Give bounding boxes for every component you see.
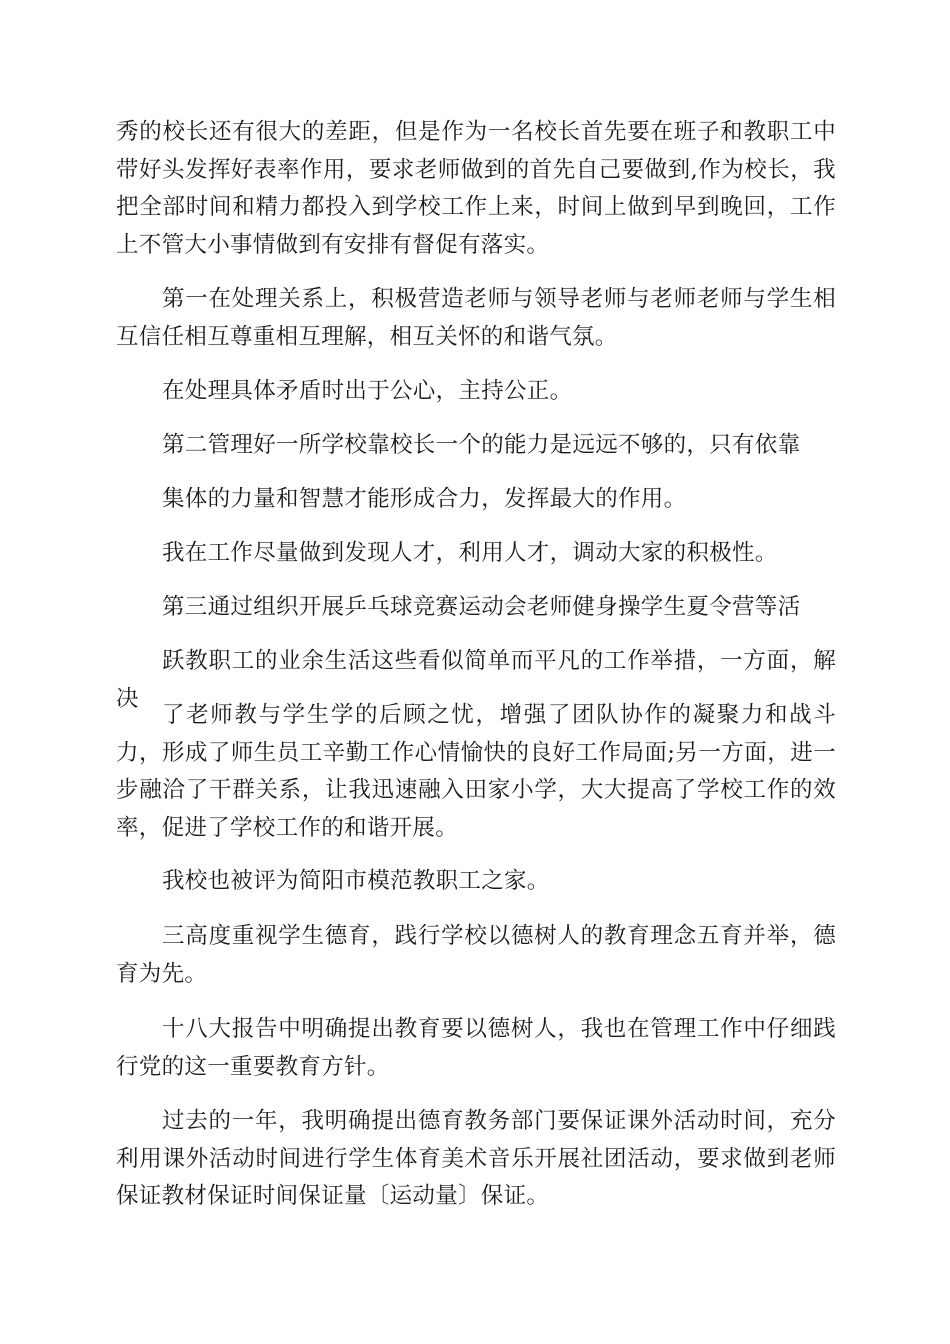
paragraph-staff-life: 跃教职工的业余生活这些看似简单而平凡的工作举措，一方面，解决 <box>116 648 836 712</box>
paragraph-collective: 集体的力量和智慧才能形成合力，发挥最大的作用。 <box>162 486 687 512</box>
paragraph-report: 十八大报告中明确提出教育要以德树人，我也在管理工作中仔细践行党的这一重要教育方针。 <box>116 1016 836 1080</box>
paragraph-award: 我校也被评为简阳市模范教职工之家。 <box>162 868 550 894</box>
paragraph-teamwork: 了老师教与学生学的后顾之忧，增强了团队协作的凝聚力和战斗力，形成了师生员工辛勤工作心情愉快的良好工作局面;另一方面，进一步融洽了干群关系，让我迅速融入田家小学，大大提高了学校工作的效率，促进了学校工作的和谐开展。 <box>116 702 836 841</box>
paragraph-principal-role: 秀的校长还有很大的差距，但是作为一名校长首先要在班子和教职工中带好头发挥好表率作用，要求老师做到的首先自己要做到,作为校长，我把全部时间和精力都投入到学校工作上来，时间上做到早到晚回，工作上不管大小事情做到有安排有督促有落实。 <box>116 119 836 258</box>
paragraph-past-year: 过去的一年，我明确提出德育教务部门要保证课外活动时间，充分利用课外活动时间进行学生体育美术音乐开展社团活动，要求做到老师保证教材保证时间保证量〔运动量〕保证。 <box>116 1108 836 1209</box>
paragraph-fairness: 在处理具体矛盾时出于公心，主持公正。 <box>162 378 573 404</box>
paragraph-management: 第二管理好一所学校靠校长一个的能力是远远不够的，只有依靠 <box>162 432 801 458</box>
paragraph-moral-education: 三高度重视学生德育，践行学校以德树人的教育理念五育并举，德育为先。 <box>116 923 836 987</box>
paragraph-relationships: 第一在处理关系上，积极营造老师与领导老师与老师老师与学生相互信任相互尊重相互理解，相互关怀的和谐气氛。 <box>116 286 836 350</box>
paragraph-activities: 第三通过组织开展乒乓球竞赛运动会老师健身操学生夏令营等活 <box>162 594 801 620</box>
paragraph-talent: 我在工作尽量做到发现人才，利用人才，调动大家的积极性。 <box>162 540 778 566</box>
